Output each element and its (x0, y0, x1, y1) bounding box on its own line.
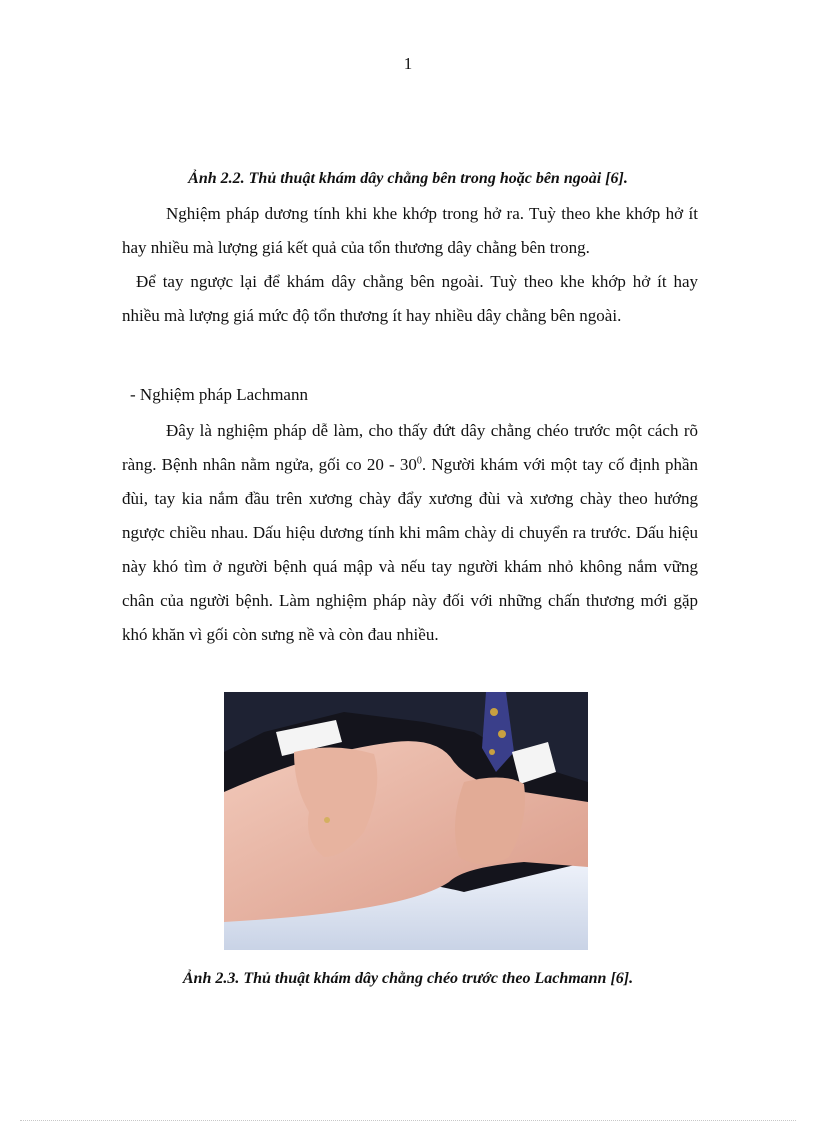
lachmann-test-photo (224, 692, 588, 950)
figure-caption-2-3: Ảnh 2.3. Thủ thuật khám dây chằng chéo trước theo Lachmann [6]. (182, 970, 634, 987)
paragraph-lachmann-test (122, 414, 698, 652)
section-heading-lachmann: - Nghiệm pháp Lachmann (130, 385, 308, 404)
paragraph-lachmann-part-2: . Người khám với một tay cố định phần đùi, tay kia nắm đầu trên xương chày đẩy xương đùi và xương chày theo hướng ngược chiều nhau. Dấu hiệu dương tính khi mâm chày di chuyển ra trước. Dấu hiệu này khó tìm ở người bệnh quá mập và nếu tay người khám nhỏ không nắm vững chân của người bệnh. Làm nghiệm pháp này đối với những chấn thương mới gặp khó khăn vì gối còn sưng nề và còn đau nhiều. (122, 455, 699, 644)
paragraph-lachmann-part-1: Đây là nghiệm pháp dễ làm, cho thấy đứt dây chằng chéo trước một cách rõ ràng. Bệnh nhân nằm ngửa, gối co 20 - 30 (122, 421, 698, 474)
degree-superscript: 0 (416, 455, 422, 467)
page-number: 1 (403, 54, 413, 73)
page-bottom-divider (20, 1120, 796, 1121)
figure-caption-2-2: Ảnh 2.2. Thủ thuật khám dây chằng bên trong hoặc bên ngoài [6]. (188, 170, 628, 187)
paragraph-medial-ligament: Nghiệm pháp dương tính khi khe khớp trong hở ra. Tuỳ theo khe khớp hở ít hay nhiều mà lượng giá kết quả của tổn thương dây chằng bên trong. (122, 204, 698, 257)
paragraph-lateral-ligament: Để tay ngược lại để khám dây chằng bên ngoài. Tuỳ theo khe khớp hở ít hay nhiều mà lượng giá mức độ tổn thương ít hay nhiều dây chằng bên ngoài. (122, 272, 698, 325)
photo-illustration (224, 692, 588, 950)
